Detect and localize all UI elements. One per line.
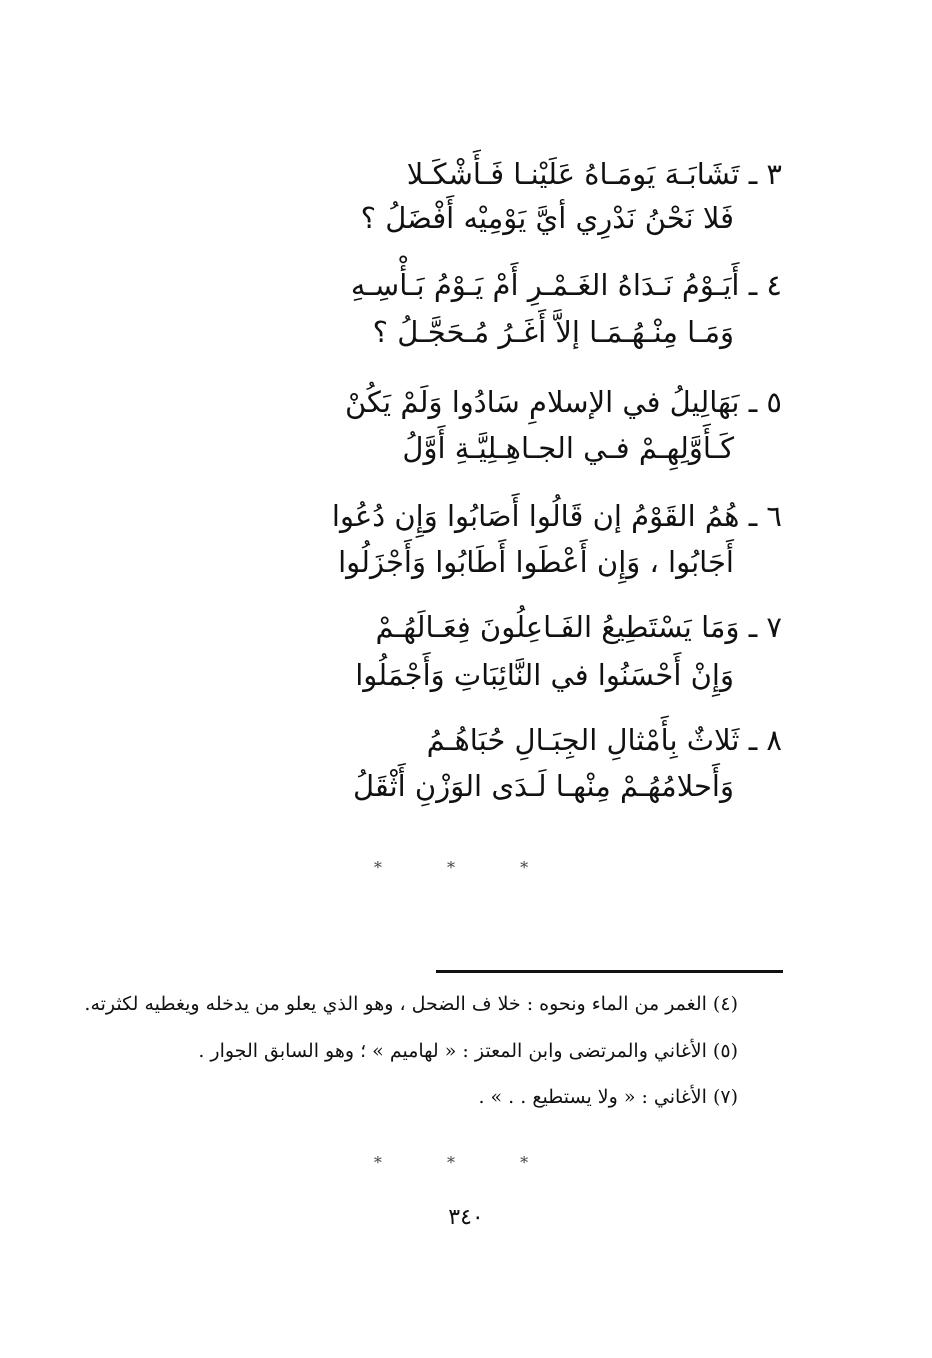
section-separator: * * *	[373, 858, 559, 877]
verse-hemistich-2: وَأَحلامُهُـمْ مِنْهـا لَـدَى الوَزْنِ أَثْقَلُ	[352, 769, 734, 803]
footnote-4: (٤) الغمر من الماء ونحوه : خلا ف الضحل ، وهو الذي يعلو من يدخله ويغطيه لكثرته.	[84, 993, 738, 1015]
verse-hemistich-1: تَشَابَـهَ يَومَـاهُ عَلَيْنـا فَـأَشْكَـلا	[406, 157, 740, 191]
verse-hemistich-2: أَجَابُوا ، وَإِن أَعْطَوا أَطَابُوا وَأَجْزَلُوا	[338, 545, 734, 579]
footnote-5: (٥) الأغاني والمرتضى وابن المعتز : « لهاميم » ؛ وهو السابق الجوار .	[198, 1040, 738, 1062]
verse-hemistich-1: أَيَـوْمُ نَـدَاهُ الغَـمْـرِ أَمْ يَـوْمُ بَـأْسِـهِ	[350, 268, 740, 302]
footnote-rule	[436, 970, 783, 973]
verse-number: ٨ ـ	[748, 723, 782, 757]
footer-separator: * * *	[373, 1153, 559, 1172]
verse-hemistich-1: بَهَالِيلُ في الإسلامِ سَادُوا وَلَمْ يَكُنْ	[344, 385, 740, 419]
verse-hemistich-2: وَمَـا مِنْـهُـمَـا إلاَّ أَغَـرُ مُـحَجَّـلُ ؟	[372, 315, 734, 349]
verse-line-1	[332, 496, 782, 536]
verse-line-1	[427, 720, 782, 760]
verse-hemistich-1: وَمَا يَسْتَطِيعُ الفَـاعِلُونَ فِعَـالَهُـمْ	[375, 610, 740, 644]
verse-number: ٧ ـ	[748, 610, 782, 644]
verse-hemistich-2: كَـأَوَّلِهِـمْ فـي الجـاهِـلِيَّـةِ أَوَّلُ	[402, 431, 734, 465]
verse-number: ٤ ـ	[748, 268, 782, 302]
page-number: ٣٤٠	[448, 1205, 484, 1230]
verse-hemistich-1: ثَلاثٌ بِأَمْثالِ الجِبَـالِ حُبَاهُـمُ	[426, 723, 740, 757]
verse-hemistich-2: فَلا نَحْنُ نَدْرِي أيَّ يَوْمِيْه أَفْضَلُ ؟	[360, 201, 734, 235]
verse-number: ٥ ـ	[748, 385, 782, 419]
verse-line-1	[376, 607, 782, 647]
verse-number: ٣ ـ	[748, 157, 782, 191]
verse-number: ٦ ـ	[748, 499, 782, 533]
verse-line-1	[345, 382, 782, 422]
verse-line-1	[351, 265, 782, 305]
verse-line-1	[407, 154, 782, 194]
verse-hemistich-2: وَإِنْ أَحْسَنُوا في النَّائِبَاتِ وَأَجْمَلُوا	[355, 658, 734, 692]
verse-hemistich-1: هُمُ القَوْمُ إن قَالُوا أَصَابُوا وَإِن دُعُوا	[331, 499, 740, 533]
footnote-7: (٧) الأغاني : « ولا يستطيع . . » .	[478, 1086, 738, 1108]
